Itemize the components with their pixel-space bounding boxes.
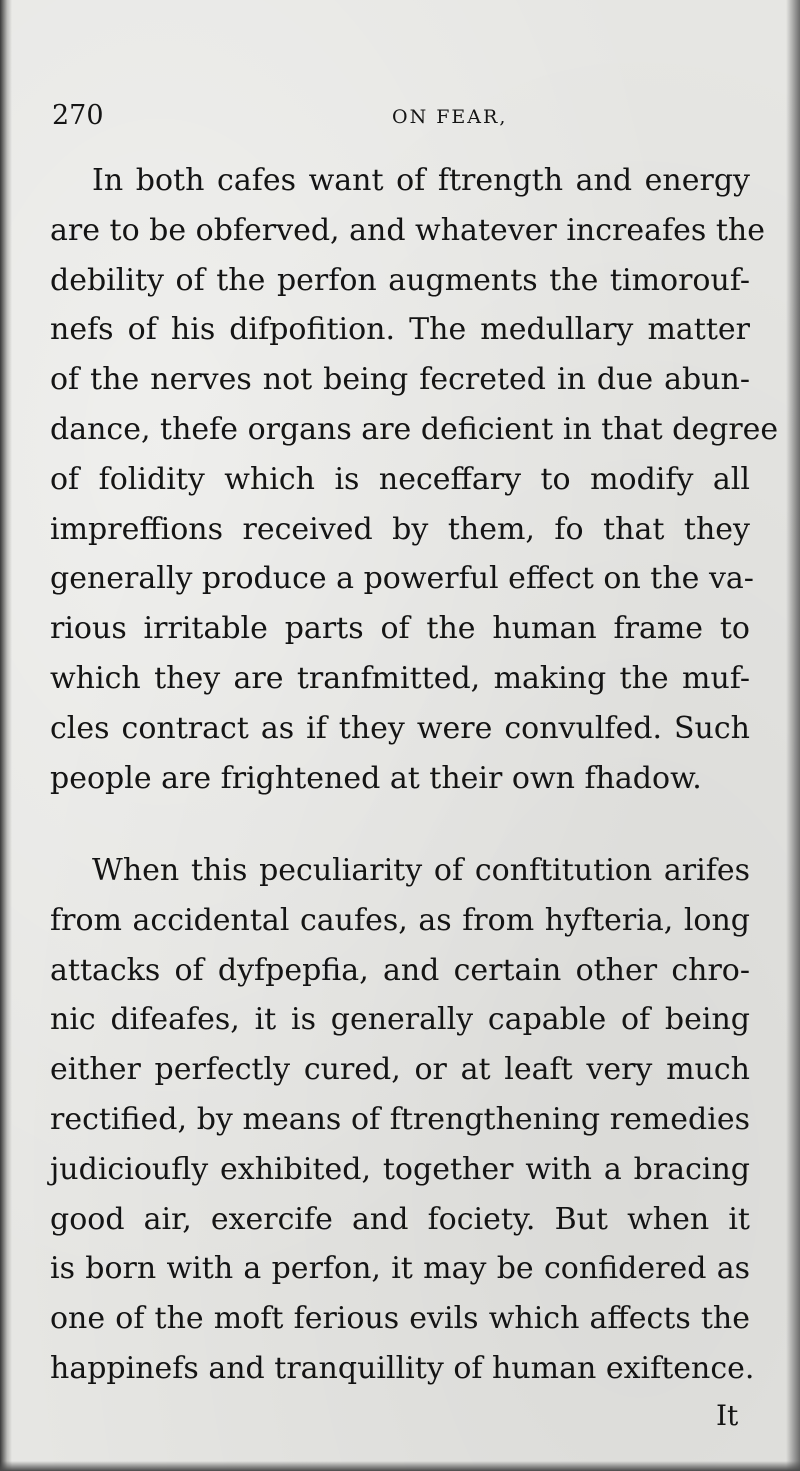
- text-line: is born with a perfon, it may be confidered as: [50, 1251, 750, 1287]
- text-line: nic difeafes, it is generally capable of being: [50, 1002, 750, 1038]
- text-line: which they are tranfmitted, making the muf-: [50, 660, 750, 696]
- text-line: generally produce a powerful effect on the va-: [50, 561, 754, 597]
- text-line: judicioufly exhibited, together with a bracing: [50, 1151, 750, 1187]
- text-line: of folidity which is neceffary to modify all: [50, 461, 750, 497]
- text-line: one of the moft ferious evils which affects the: [50, 1301, 750, 1337]
- text-line: from accidental caufes, as from hyfteria, long: [50, 902, 750, 938]
- text-line: rious irritable parts of the human frame to: [50, 611, 750, 647]
- page-edge-shadow: [786, 0, 800, 1471]
- text-line: either perfectly cured, or at leaft very much: [50, 1052, 750, 1088]
- page-gutter-shadow: [0, 0, 12, 1471]
- text-line: When this peculiarity of conftitution arifes: [92, 853, 750, 888]
- text-line: happinefs and tranquillity of human exiftence.: [50, 1350, 755, 1386]
- text-line: rectified, by means of ftrengthening remedies: [50, 1101, 750, 1137]
- text-line: are to be obferved, and whatever increafes the: [50, 212, 765, 248]
- text-line: of the nerves not being fecreted in due abun-: [50, 362, 750, 398]
- paragraph-1: [50, 156, 779, 803]
- text-line: impreffions received by them, fo that they: [50, 511, 750, 547]
- page-bottom-shadow: [0, 1461, 800, 1471]
- page-number: 270: [52, 100, 104, 131]
- text-line: nefs of his difpofition. The medullary matter: [50, 312, 750, 348]
- text-line: attacks of dyfpepfia, and certain other chro-: [50, 952, 750, 988]
- page-header: [52, 100, 752, 140]
- catchword: It: [716, 1399, 739, 1432]
- text-line: people are frightened at their own fhadow.: [50, 760, 702, 796]
- text-line: good air, exercife and fociety. But when it: [50, 1201, 750, 1237]
- text-line: In both cafes want of ftrength and energy: [92, 163, 750, 198]
- text-line: debility of the perfon augments the timorouf-: [50, 262, 750, 298]
- text-line: cles contract as if they were convulfed. Such: [50, 710, 750, 746]
- text-line: dance, thefe organs are deficient in that degree: [50, 411, 779, 447]
- running-head: ON FEAR,: [392, 106, 508, 128]
- paragraph-2: [50, 846, 755, 1394]
